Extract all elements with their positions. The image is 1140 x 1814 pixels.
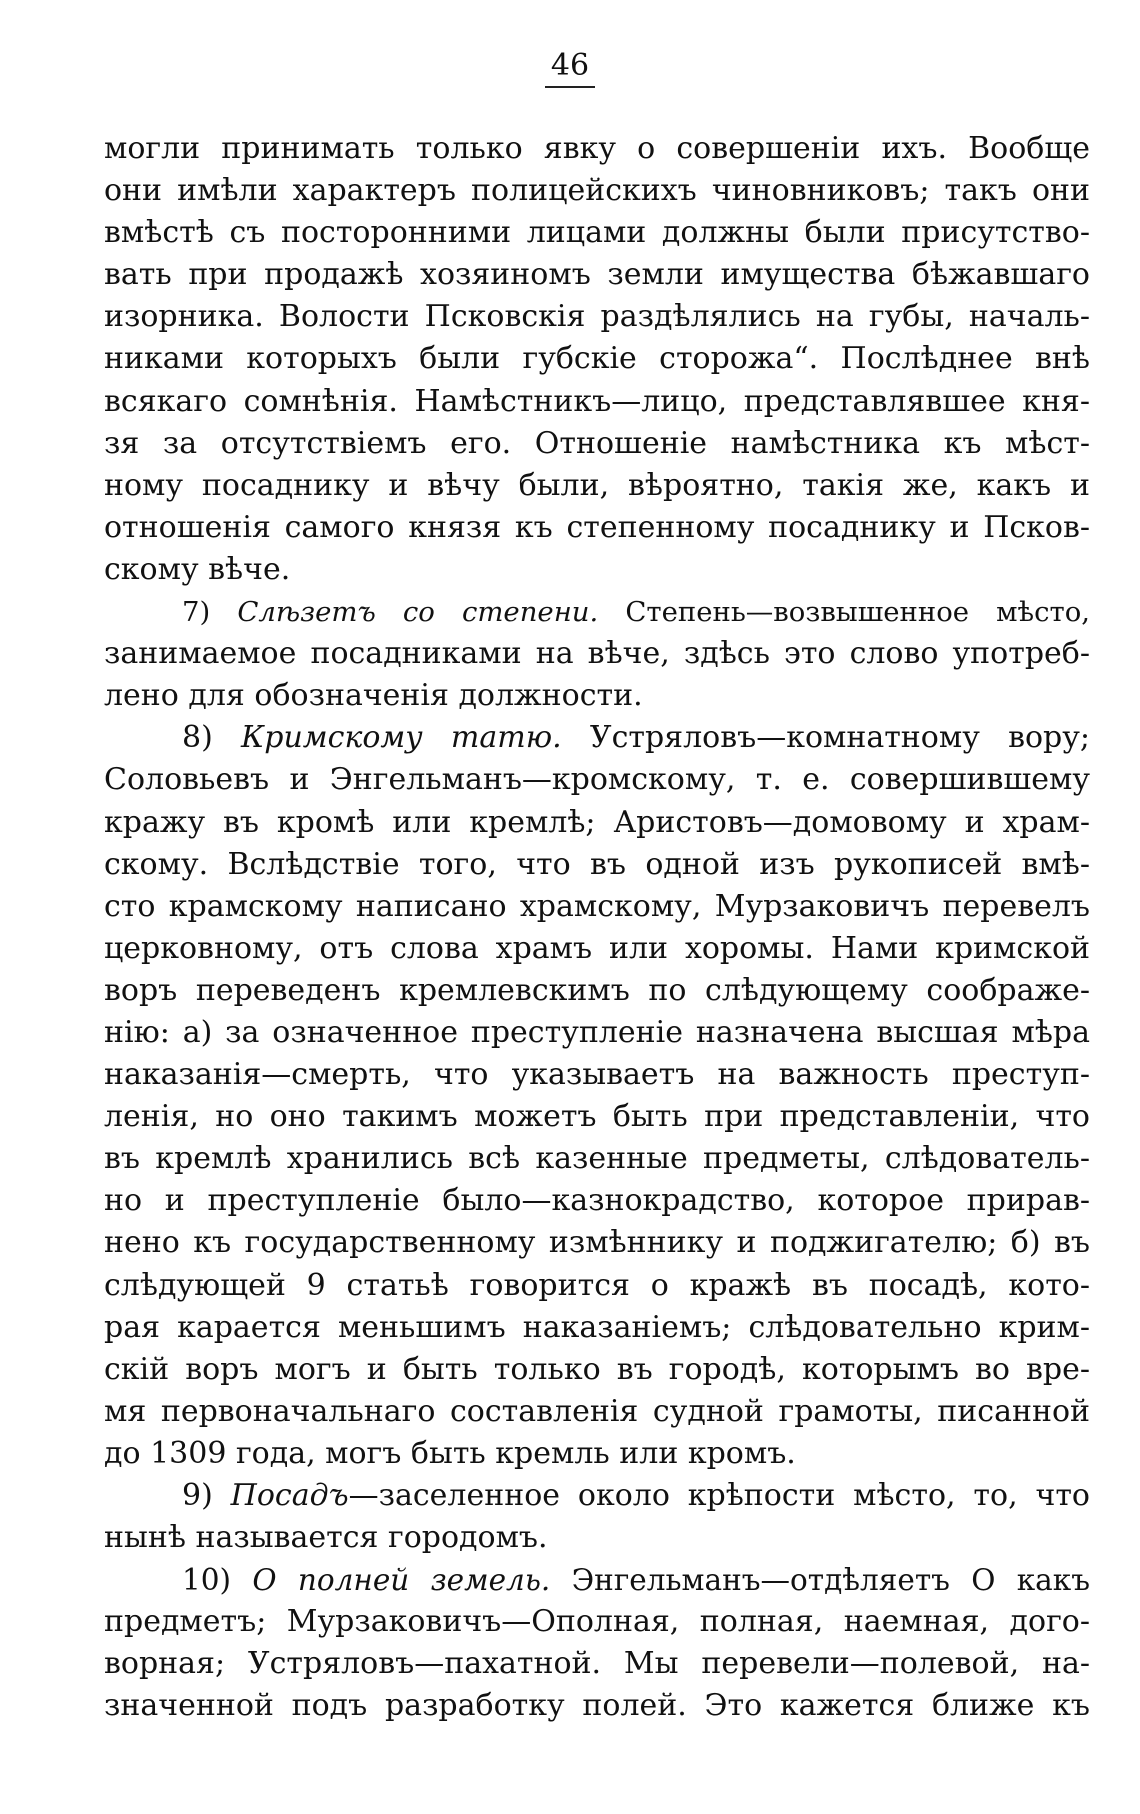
text-line xyxy=(104,254,1090,296)
line-text: воръ переведенъ кремлевскимъ по слѣдующему соображе- xyxy=(104,972,1090,1008)
note-number: 7) xyxy=(182,596,238,629)
text-line xyxy=(104,591,1090,633)
text-line xyxy=(104,465,1090,507)
text-line xyxy=(104,170,1090,212)
line-text: слѣдующей 9 статьѣ говорится о кражѣ въ посадѣ, кото- xyxy=(104,1267,1090,1303)
text-line xyxy=(104,296,1090,338)
text-line xyxy=(104,886,1090,928)
line-text: скiй воръ могъ и быть только въ городѣ, которымъ во вре- xyxy=(104,1351,1090,1387)
line-text: изорника. Волости Псковскiя раздѣлялись на губы, началь- xyxy=(104,299,1090,335)
text-line xyxy=(104,675,1090,717)
line-text: никами которыхъ были губскiе сторожа“. Послѣднее внѣ xyxy=(104,341,1090,377)
text-line xyxy=(104,1265,1090,1307)
text-line xyxy=(104,1643,1090,1685)
line-text: предметъ; Мурзаковичъ—Ополная, полная, наемная, дого- xyxy=(104,1604,1090,1640)
page-number: 46 xyxy=(545,48,595,88)
line-text: сто крамскому написано храмскому, Мурзаковичъ перевелъ xyxy=(104,888,1090,924)
line-text: зя за отсутствiемъ его. Отношенiе намѣстника къ мѣст- xyxy=(104,425,1090,461)
text-line xyxy=(104,1349,1090,1391)
line-text: ворная; Устряловъ—пахатной. Мы перевели—полевой, на- xyxy=(104,1646,1090,1682)
text-line xyxy=(104,423,1090,465)
line-text: до 1309 года, могъ быть кремль или кромъ. xyxy=(104,1435,796,1471)
text-line xyxy=(104,1180,1090,1222)
line-text: ному посаднику и вѣчу были, вѣроятно, такiя же, какъ и xyxy=(104,467,1090,503)
text-line xyxy=(104,1685,1090,1727)
text-line xyxy=(104,1559,1090,1601)
line-text: но и преступленiе было—казнокрадство, которое прирав- xyxy=(104,1183,1090,1219)
note-term: Слѣзетъ со степени. xyxy=(237,596,599,629)
text-line xyxy=(104,633,1090,675)
line-text: наказанiя—смерть, что указываетъ на важность преступ- xyxy=(104,1057,1090,1093)
text-line xyxy=(104,1601,1090,1643)
text-line xyxy=(104,802,1090,844)
text-line xyxy=(104,759,1090,801)
note-term: Посадъ xyxy=(230,1478,349,1513)
note-text: —заселенное около крѣпости мѣсто, то, что xyxy=(348,1478,1090,1513)
text-line xyxy=(104,1517,1090,1559)
line-text: мя первоначальнаго составленiя судной грамоты, писанной xyxy=(104,1393,1090,1429)
text-line xyxy=(104,1307,1090,1349)
line-text: вать при продажѣ хозяиномъ земли имущества бѣжавшаго xyxy=(104,257,1090,293)
line-text: церковному, отъ слова храмъ или хоромы. Нами кримской xyxy=(104,930,1090,966)
line-text: кражу въ кромѣ или кремлѣ; Аристовъ—домовому и храм- xyxy=(104,804,1090,840)
line-text: нено къ государственному измѣннику и поджигателю; б) въ xyxy=(104,1225,1090,1261)
line-text: скому вѣче. xyxy=(104,551,291,587)
line-text: вмѣстѣ съ посторонними лицами должны были присутство- xyxy=(104,215,1090,251)
line-text: они имѣли характеръ полицейскихъ чиновниковъ; такъ они xyxy=(104,173,1090,209)
note-text: Степень—возвышенное мѣсто, xyxy=(598,596,1090,629)
text-line xyxy=(104,549,1090,591)
text-line xyxy=(104,970,1090,1012)
text-line xyxy=(104,1222,1090,1264)
line-text: нынѣ называется городомъ. xyxy=(104,1520,548,1556)
text-line xyxy=(104,338,1090,380)
text-line xyxy=(104,1433,1090,1475)
body-text xyxy=(104,128,1090,1728)
note-number: 9) xyxy=(182,1478,231,1513)
text-line xyxy=(104,128,1090,170)
text-line xyxy=(104,844,1090,886)
page-number-container xyxy=(0,48,1140,88)
line-text: въ кремлѣ хранились всѣ казенные предметы, слѣдователь- xyxy=(104,1141,1090,1177)
line-text: значенной подъ разработку полей. Это кажется ближе къ xyxy=(104,1688,1090,1724)
line-text: занимаемое посадниками на вѣче, здѣсь это слово употреб- xyxy=(104,636,1090,672)
text-line xyxy=(104,717,1090,759)
note-text: Устряловъ—комнатному вору; xyxy=(561,720,1090,756)
note-number: 8) xyxy=(182,720,242,756)
text-line xyxy=(104,1391,1090,1433)
line-text: лено для обозначенiя должности. xyxy=(104,678,643,714)
text-line xyxy=(104,1096,1090,1138)
line-text: отношенiя самого князя къ степенному посаднику и Псков- xyxy=(104,509,1090,545)
line-text: нiю: а) за означенное преступленiе назначена высшая мѣра xyxy=(104,1014,1090,1050)
text-line xyxy=(104,212,1090,254)
line-text: Соловьевъ и Энгельманъ—кромскому, т. е. совершившему xyxy=(104,762,1090,798)
note-term: Кримскому татю. xyxy=(241,720,562,756)
text-line xyxy=(104,507,1090,549)
line-text: ленiя, но оно такимъ можетъ быть при представленiи, что xyxy=(104,1099,1090,1135)
text-line xyxy=(104,1012,1090,1054)
text-line xyxy=(104,381,1090,423)
text-line xyxy=(104,1475,1090,1517)
note-text: Энгельманъ—отдѣляетъ О какъ xyxy=(550,1563,1090,1598)
line-text: всякаго сомнѣнiя. Намѣстникъ—лицо, представлявшее кня- xyxy=(104,383,1090,419)
line-text: скому. Вслѣдствiе того, что въ одной изъ рукописей вмѣ- xyxy=(104,846,1090,882)
note-number: 10) xyxy=(182,1563,253,1598)
text-line xyxy=(104,928,1090,970)
text-line xyxy=(104,1054,1090,1096)
note-term: О полней земель. xyxy=(252,1563,551,1598)
line-text: рая карается меньшимъ наказанiемъ; слѣдовательно крим- xyxy=(104,1309,1090,1345)
line-text: могли принимать только явку о совершенiи ихъ. Вообще xyxy=(104,131,1090,166)
text-line xyxy=(104,1138,1090,1180)
